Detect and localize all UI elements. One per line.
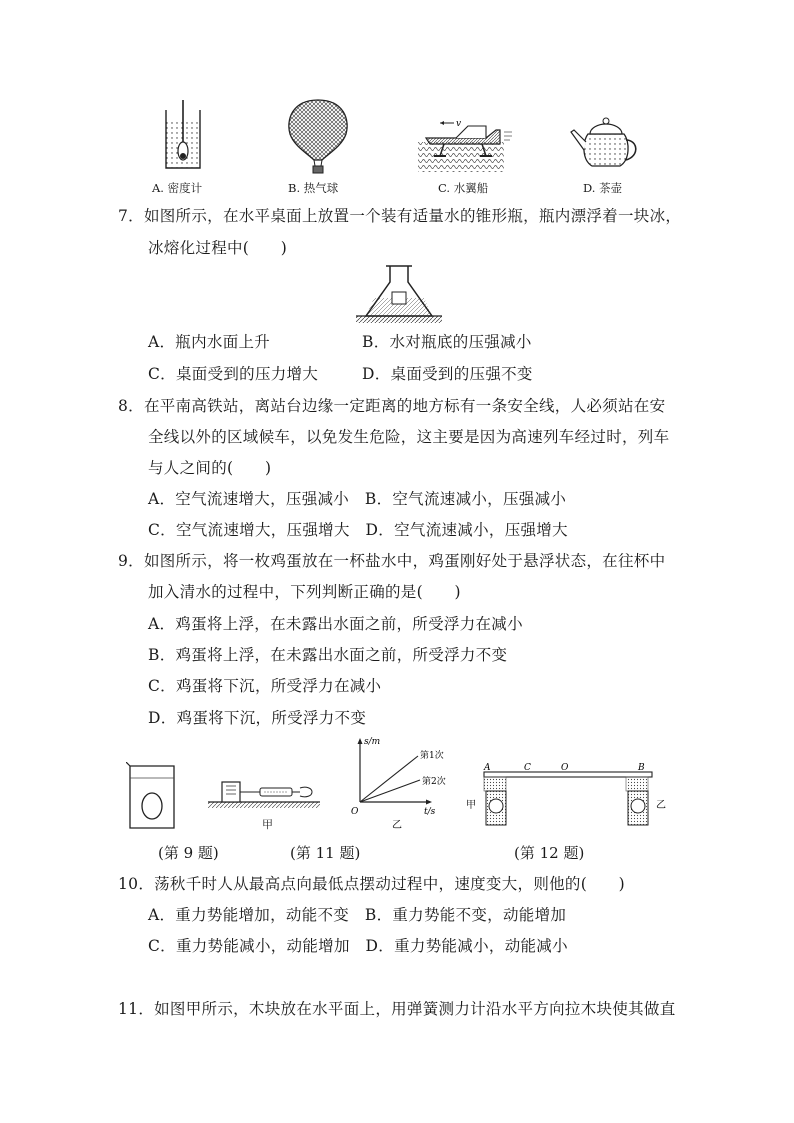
lever-point-a: A: [484, 763, 491, 773]
caption-teapot: D. 茶壶: [583, 181, 623, 195]
graph-line2-label: 第2次: [422, 777, 446, 787]
figure-hydrofoil-boat: [416, 116, 520, 174]
graph-y-axis-label: s/m: [364, 737, 381, 747]
caption-q12-figure: (第 12 题): [514, 844, 585, 862]
q9-option-a: A．鸡蛋将上浮，在未露出水面之前，所受浮力在减小: [148, 615, 523, 633]
lever-point-o: O: [561, 763, 569, 773]
q8-options-row1: A．空气流速增大，压强减小 B．空气流速减小，压强减小: [148, 490, 567, 508]
q7-option-b: B．水对瓶底的压强减小: [362, 333, 532, 351]
fig11-yi-label: 乙: [392, 820, 402, 831]
q7-stem-line2: 冰熔化过程中( ): [148, 239, 288, 257]
graph-origin-label: O: [351, 807, 359, 817]
q8-options-row2: C．空气流速增大，压强增大 D．空气流速减小，压强增大: [148, 521, 568, 539]
q8-stem-line2: 全线以外的区域候车，以免发生危险，这主要是因为高速列车经过时，列车: [148, 428, 670, 446]
graph-x-axis-label: t/s: [424, 807, 436, 817]
q8-stem-line3: 与人之间的( ): [148, 459, 272, 477]
figure-conical-flask: [356, 262, 442, 324]
caption-q11-figure: (第 11 题): [290, 844, 361, 862]
lever-yi-label: 乙: [656, 800, 666, 811]
q8-stem-line1: 8．在平南高铁站，离站台边缘一定距离的地方标有一条安全线，人必须站在安: [118, 397, 666, 415]
caption-hydrofoil-boat: C. 水翼船: [438, 181, 489, 195]
q9-stem-line1: 9．如图所示，将一枚鸡蛋放在一杯盐水中，鸡蛋刚好处于悬浮状态，在往杯中: [118, 552, 666, 570]
figure-lever-scales: [462, 760, 674, 836]
q10-options-row2: C．重力势能减小，动能增加 D．重力势能减小，动能减小: [148, 937, 568, 955]
lever-jia-label: 甲: [466, 800, 476, 811]
q9-option-d: D．鸡蛋将下沉，所受浮力不变: [148, 709, 367, 727]
q9-stem-line2: 加入清水的过程中，下列判断正确的是( ): [148, 583, 461, 601]
q10-stem: 10．荡秋千时人从最高点向最低点摆动过程中，速度变大，则他的( ): [118, 875, 626, 893]
q7-stem-line1: 7．如图所示，在水平桌面上放置一个装有适量水的锥形瓶，瓶内漂浮着一块冰，: [118, 207, 682, 225]
caption-hydrometer: A. 密度计: [152, 181, 203, 195]
figure-teapot: [568, 112, 644, 172]
lever-point-b: B: [638, 763, 645, 773]
figure-hot-air-balloon: [284, 98, 352, 176]
q7-option-a: A．瓶内水面上升: [148, 333, 271, 351]
boat-velocity-label: v: [456, 119, 462, 129]
figure-st-graph: [348, 734, 458, 834]
q9-option-b: B．鸡蛋将上浮，在未露出水面之前，所受浮力不变: [148, 646, 508, 664]
figure-hydrometer: [160, 96, 206, 172]
fig11-jia-label: 甲: [262, 818, 273, 831]
caption-hot-air-balloon: B. 热气球: [288, 181, 339, 195]
graph-line1-label: 第1次: [420, 751, 444, 761]
q9-option-c: C．鸡蛋将下沉，所受浮力在减小: [148, 677, 382, 695]
figure-egg-beaker: [126, 762, 178, 832]
q7-option-c: C．桌面受到的压力增大: [148, 365, 319, 383]
q10-options-row1: A．重力势能增加，动能不变 B．重力势能不变，动能增加: [148, 906, 567, 924]
caption-q9-figure: (第 9 题): [158, 844, 219, 862]
lever-point-c: C: [524, 763, 531, 773]
figure-spring-scale-block: [208, 776, 320, 810]
q11-stem-line1: 11．如图甲所示，木块放在水平面上，用弹簧测力计沿水平方向拉木块使其做直: [118, 1000, 676, 1018]
q7-option-d: D．桌面受到的压强不变: [362, 365, 533, 383]
